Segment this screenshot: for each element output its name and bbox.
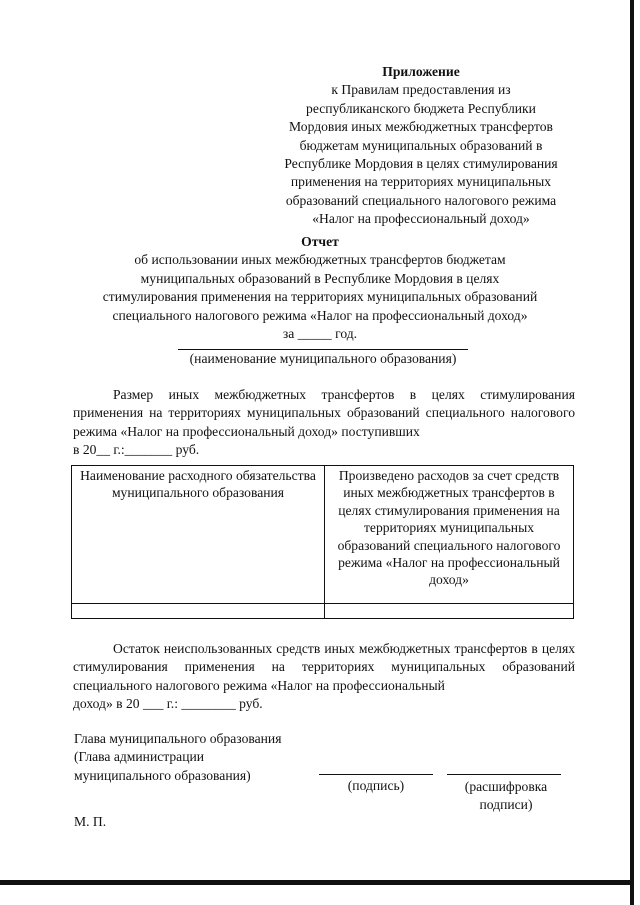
header-expenses-incurred: Произведено расходов за счет средств иных межбюджетных трансфертов в целях стимулирования применения на территориях муниципальных образований специального налогового режима «Налог на профессиональный доход» (325, 466, 574, 604)
annex-line: Республике Мордовия в целях стимулирования (284, 156, 558, 172)
table-row (72, 604, 574, 619)
report-year-line: за _____ год. (282, 326, 358, 342)
signatory-line: (Глава администрации (74, 749, 205, 765)
municipality-caption: (наименование муниципального образования) (189, 351, 457, 366)
scan-border-right (630, 0, 634, 905)
municipality-blank-line (178, 349, 468, 350)
annex-title: Приложение (382, 64, 460, 79)
report-line: стимулирования применения на территориях муниципальных образований (102, 289, 538, 305)
table-cell (72, 604, 325, 619)
transfer-amount-value-line: в 20__ г.:_______ руб. (73, 442, 200, 458)
report-title: Отчет (301, 234, 339, 249)
report-line: специального налогового режима «Налог на профессиональный доход» (112, 307, 528, 323)
signatory-line: Глава муниципального образования (74, 731, 282, 746)
expenditure-table (71, 465, 574, 619)
remainder-paragraph (73, 640, 575, 714)
annex-line: к Правилам предоставления из (331, 82, 511, 98)
scan-border-bottom (0, 880, 634, 885)
table-cell (325, 604, 574, 619)
decode-caption-line: (расшифровка (464, 779, 548, 794)
table-header-row (72, 466, 574, 604)
annex-line: «Налог на профессиональный доход» (312, 211, 530, 227)
signature-blank-line (319, 774, 433, 775)
annex-block (256, 63, 586, 229)
remainder-value-line: доход» в 20 ___ г.: ________ руб. (73, 696, 263, 712)
transfer-amount-paragraph (73, 386, 575, 460)
annex-line: применения на территориях муниципальных (290, 174, 552, 190)
remainder-text: Остаток неиспользованных средств иных межбюджетных трансфертов в целях стимулирования применения на территориях муниципальных образований специального налогового режима «Налог на профессиональный (73, 641, 575, 693)
signature-caption: (подпись) (347, 778, 405, 793)
report-line: об использовании иных межбюджетных трансфертов бюджетам (134, 252, 506, 268)
annex-line: республиканского бюджета Республики (306, 100, 536, 116)
annex-line: Мордовия иных межбюджетных трансфертов (289, 119, 553, 135)
header-expenditure-obligation: Наименование расходного обязательства муниципального образования (72, 466, 325, 604)
signatory-block (74, 730, 281, 785)
decode-blank-line (447, 774, 561, 775)
signatory-line: муниципального образования) (74, 767, 251, 783)
stamp-place-label: М. П. (74, 814, 107, 829)
annex-line: бюджетам муниципальных образований в (299, 137, 543, 153)
report-line: муниципальных образований в Республике Мордовия в целях (140, 270, 500, 286)
decode-caption (447, 778, 565, 815)
transfer-amount-text: Размер иных межбюджетных трансфертов в целях стимулирования применения на территориях муниципальных образований специального налогового режима «Налог на профессиональный доход» поступивших (73, 387, 575, 439)
annex-line: образований специального налогового режима (285, 192, 557, 208)
report-heading (60, 233, 580, 343)
decode-caption-line: подписи) (479, 797, 533, 813)
